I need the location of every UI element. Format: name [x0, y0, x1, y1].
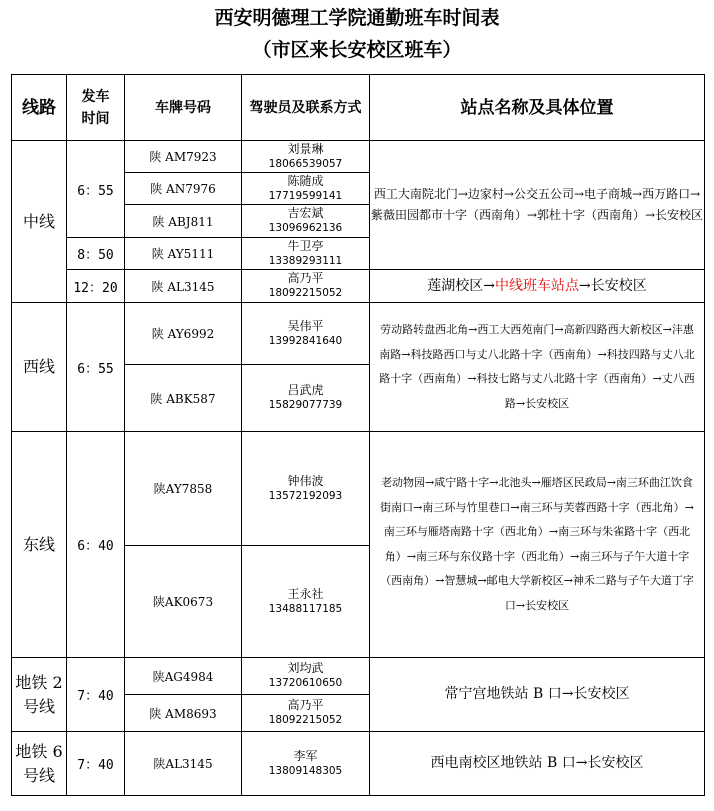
driver-cell [242, 546, 370, 658]
stops-middle-noon [370, 270, 705, 303]
driver-phone: 15829077739 [268, 399, 343, 411]
plate-cell: 陕 AY6992 [125, 303, 242, 365]
table-row [12, 303, 705, 365]
stop-destination: →长安校区 [579, 277, 647, 294]
driver-name: 王永社 [287, 586, 324, 601]
driver-phone: 13389293111 [268, 254, 343, 267]
driver-phone: 13572192093 [268, 489, 343, 502]
time-cell: 6：40 [67, 432, 125, 658]
header-driver: 驾驶员及联系方式 [242, 75, 370, 141]
stops-east: 老动物园→咸宁路十字→北池头→雁塔区民政局→南三环曲江饮食街南口→南三环与竹里巷口→南三环与芙蓉西路十字（西北角）→南三环与雁塔南路十字（西北角）→南三环与朱雀路十字（西北角）→南三环与东仪路十字（西北角）→南三环与子午大道十字（西南角）→智慧城→邮电大学新校区→神禾二路与子午大道丁字口→长安校区 [370, 432, 705, 658]
driver-phone: 13096962136 [268, 222, 343, 234]
driver-phone: 13488117185 [268, 602, 343, 615]
plate-cell: 陕 AN7976 [125, 173, 242, 205]
time-cell: 6：55 [67, 141, 125, 238]
driver-name: 吴伟平 [287, 318, 324, 333]
header-line: 线路 [12, 75, 67, 141]
driver-cell [242, 695, 370, 732]
driver-phone: 18066539057 [268, 157, 343, 170]
driver-phone: 18092215052 [268, 714, 343, 726]
driver-name: 钟伟波 [287, 473, 324, 488]
stop-highlight: 中线班车站点 [495, 277, 579, 294]
table-row [12, 432, 705, 546]
stops-middle: 西工大南院北门→边家村→公交五公司→电子商城→西万路口→紫薇田园都市十字（西南角）→郭杜十字（西南角）→长安校区 [370, 141, 705, 270]
driver-name: 吉宏斌 [287, 206, 324, 220]
driver-name: 高乃平 [287, 698, 324, 712]
driver-name: 牛卫亭 [287, 238, 324, 253]
time-cell: 7：40 [67, 732, 125, 796]
stops-west: 劳动路转盘西北角→西工大西苑南门→高新四路西大新校区→沣惠南路→科技路西口与丈八北路十字（西南角）→科技四路与丈八北路十字（西南角）→科技七路与丈八北路十字（西南角）→丈八西路→长安校区 [370, 303, 705, 432]
stop-origin: 莲湖校区→ [427, 277, 495, 294]
driver-name: 李军 [293, 748, 318, 763]
driver-cell [242, 732, 370, 796]
line-west: 西线 [12, 303, 67, 432]
driver-cell [242, 173, 370, 205]
time-cell: 7：40 [67, 658, 125, 732]
plate-cell: 陕 AM8693 [125, 695, 242, 732]
driver-phone: 17719599141 [268, 189, 343, 202]
driver-cell [242, 205, 370, 238]
plate-cell: 陕AG4984 [125, 658, 242, 695]
plate-cell: 陕 ABK587 [125, 365, 242, 432]
driver-cell [242, 238, 370, 270]
driver-name: 吕武虎 [287, 383, 324, 397]
driver-name: 刘均武 [287, 661, 324, 675]
stops-metro6: 西电南校区地铁站 B 口→长安校区 [370, 732, 705, 796]
page-title: 西安明德理工学院通勤班车时间表 [214, 7, 500, 29]
line-metro2: 地铁 2 号线 [12, 658, 67, 732]
header-row [12, 75, 705, 141]
line-metro6: 地铁 6 号线 [12, 732, 67, 796]
plate-cell: 陕 AM7923 [125, 141, 242, 173]
driver-phone: 13720610650 [268, 677, 343, 689]
table-row [12, 141, 705, 173]
table-row [12, 270, 705, 303]
plate-cell: 陕AL3145 [125, 732, 242, 796]
plate-cell: 陕 AL3145 [125, 270, 242, 303]
driver-phone: 13809148305 [268, 764, 343, 777]
plate-cell: 陕 ABJ811 [125, 205, 242, 238]
time-cell: 8：50 [67, 238, 125, 270]
header-plate: 车牌号码 [125, 75, 242, 141]
driver-cell [242, 303, 370, 365]
driver-cell [242, 141, 370, 173]
driver-phone: 18092215052 [268, 287, 343, 299]
driver-cell [242, 432, 370, 546]
line-east: 东线 [12, 432, 67, 658]
plate-cell: 陕AK0673 [125, 546, 242, 658]
schedule-table [11, 74, 705, 796]
line-middle: 中线 [12, 141, 67, 303]
driver-name: 高乃平 [287, 271, 324, 285]
driver-cell [242, 365, 370, 432]
table-row [12, 732, 705, 796]
table-row [12, 658, 705, 695]
header-time: 发车 时间 [67, 75, 125, 141]
driver-name: 刘景琳 [287, 141, 324, 156]
header-stops: 站点名称及具体位置 [370, 75, 705, 141]
plate-cell: 陕AY7858 [125, 432, 242, 546]
time-cell: 6：55 [67, 303, 125, 432]
page-subtitle: （市区来长安校区班车） [252, 39, 462, 61]
driver-phone: 13992841640 [268, 334, 343, 347]
driver-cell [242, 270, 370, 303]
driver-name: 陈随成 [287, 173, 324, 188]
time-cell: 12：20 [67, 270, 125, 303]
driver-cell [242, 658, 370, 695]
plate-cell: 陕 AY5111 [125, 238, 242, 270]
stops-metro2: 常宁宫地铁站 B 口→长安校区 [370, 658, 705, 732]
